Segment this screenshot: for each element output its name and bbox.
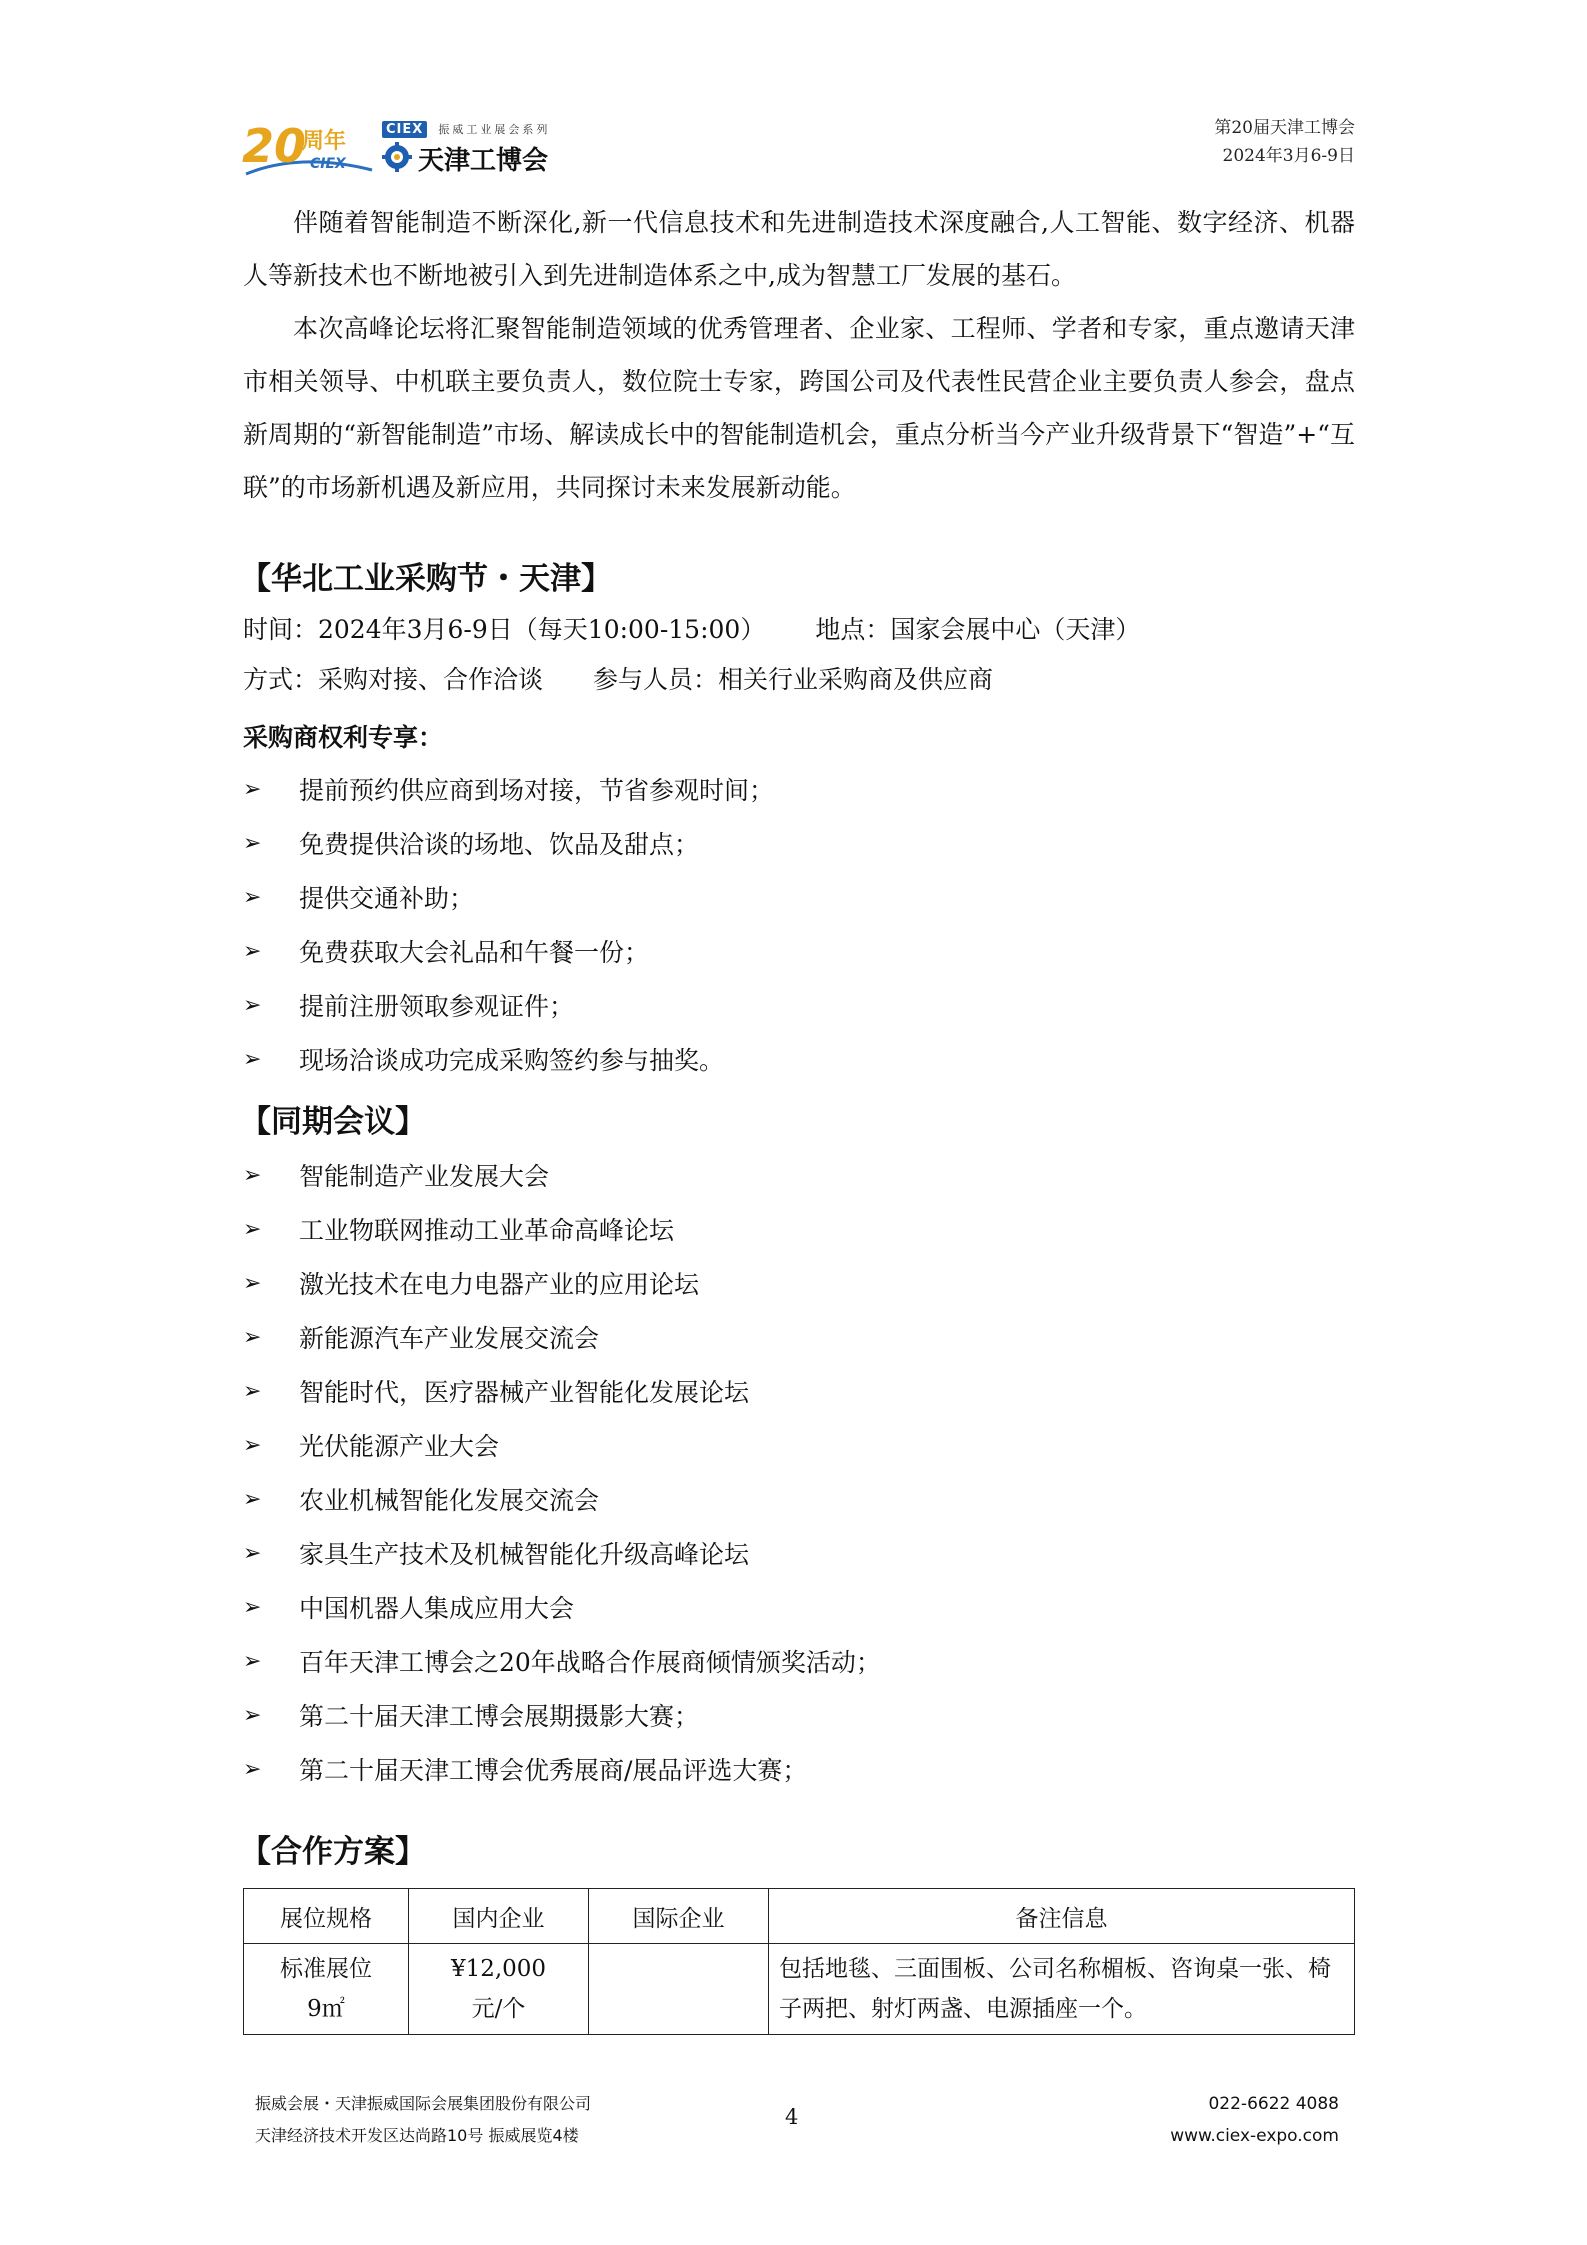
anniversary-logo (240, 112, 375, 184)
rights-list (243, 762, 774, 1086)
footer-company: 振威会展・天津振威国际会展集团股份有限公司 (255, 2094, 592, 2113)
arrow-bullet-icon: ➢ (243, 938, 262, 964)
dates-label: 2024年3月6-9日 (1222, 146, 1355, 166)
arrow-bullet-icon: ➢ (243, 1756, 262, 1782)
anniversary-word: 周年 (302, 129, 347, 154)
procurement-location: 地点：国家会展中心（天津） (815, 615, 1141, 644)
list-item: ➢ 提前预约供应商到场对接，节省参观时间； (243, 776, 775, 805)
arrow-bullet-icon: ➢ (243, 992, 262, 1018)
list-item: ➢ 光伏能源产业大会 (243, 1432, 500, 1461)
anniversary-number: 20 (242, 119, 307, 173)
list-item: ➢ 智能时代，医疗器械产业智能化发展论坛 (243, 1378, 750, 1407)
international-price-cell (589, 1944, 769, 2035)
arrow-bullet-icon: ➢ (243, 1324, 262, 1350)
list-item: ➢ 提前注册领取参观证件； (243, 992, 575, 1021)
rights-title: 采购商权利专享： (243, 723, 444, 752)
meetings-title: 【同期会议】 (240, 1104, 426, 1140)
arrow-bullet-icon: ➢ (243, 1702, 262, 1728)
remark-cell: 包括地毯、三面围板、公司名称楣板、咨询桌一张、椅子两把、射灯两盏、电源插座一个。 (769, 1944, 1355, 2035)
arrow-bullet-icon: ➢ (243, 1270, 262, 1296)
gear-icon (382, 142, 412, 172)
procurement-time: 时间：2024年3月6-9日（每天10:00-15:00） (243, 615, 766, 644)
table-header-row (244, 1889, 1355, 1944)
meetings-list (243, 1148, 881, 1796)
footer-phone: 022-6622 4088 (1208, 2094, 1339, 2114)
arrow-bullet-icon: ➢ (243, 1594, 262, 1620)
arrow-bullet-icon: ➢ (243, 776, 262, 802)
list-item: ➢ 百年天津工博会之20年战略合作展商倾情颁奖活动； (243, 1648, 881, 1677)
procurement-mode: 方式：采购对接、合作洽谈 (243, 665, 544, 694)
footer-address: 天津经济技术开发区达尚路10号 振威展览4楼 (255, 2126, 579, 2145)
procurement-mode-participants (243, 660, 993, 696)
series-label: 振威工业展会系列 (438, 123, 551, 136)
cooperation-title: 【合作方案】 (240, 1834, 426, 1870)
list-item: ➢ 农业机械智能化发展交流会 (243, 1486, 600, 1515)
list-item: ➢ 免费提供洽谈的场地、饮品及甜点； (243, 830, 700, 859)
arrow-bullet-icon: ➢ (243, 1162, 262, 1188)
list-item: ➢ 新能源汽车产业发展交流会 (243, 1324, 600, 1353)
domestic-price-cell: ¥12,000 元/个 (409, 1944, 589, 2035)
fair-name: 天津工博会 (418, 146, 549, 176)
header-logo (240, 112, 570, 186)
page-number: 4 (785, 2105, 799, 2129)
arrow-bullet-icon: ➢ (243, 1432, 262, 1458)
list-item: ➢ 第二十届天津工博会优秀展商/展品评选大赛； (243, 1756, 808, 1785)
arrow-bullet-icon: ➢ (243, 1378, 262, 1404)
arrow-bullet-icon: ➢ (243, 1648, 262, 1674)
arrow-bullet-icon: ➢ (243, 1046, 262, 1072)
arrow-bullet-icon: ➢ (243, 884, 262, 910)
arrow-bullet-icon: ➢ (243, 1216, 262, 1242)
edition-label: 第20届天津工博会 (1214, 118, 1355, 138)
intro-paragraph-2: 本次高峰论坛将汇聚智能制造领域的优秀管理者、企业家、工程师、学者和专家，重点邀请天津市相关领导、中机联主要负责人，数位院士专家，跨国公司及代表性民营企业主要负责人参会，盘点新周期的“新智能制造”市场、解读成长中的智能制造机会，重点分析当今产业升级背景下“智造”+“互联”的市场新机遇及新应用，共同探讨未来发展新动能。 (243, 314, 1355, 502)
header-info (1214, 114, 1355, 170)
footer-website: www.ciex-expo.com (1170, 2126, 1339, 2146)
list-item: ➢ 第二十届天津工博会展期摄影大赛； (243, 1702, 700, 1731)
procurement-participants: 参与人员：相关行业采购商及供应商 (593, 665, 994, 694)
arrow-bullet-icon: ➢ (243, 1486, 262, 1512)
arrow-bullet-icon: ➢ (243, 830, 262, 856)
footer-contact (1170, 2088, 1339, 2152)
list-item: ➢ 智能制造产业发展大会 (243, 1162, 550, 1191)
list-item: ➢ 家具生产技术及机械智能化升级高峰论坛 (243, 1540, 750, 1569)
list-item: ➢ 免费获取大会礼品和午餐一份； (243, 938, 650, 967)
list-item: ➢ 现场洽谈成功完成采购签约参与抽奖。 (243, 1046, 725, 1075)
list-item: ➢ 提供交通补助； (243, 884, 475, 913)
procurement-time-location (243, 610, 1140, 646)
cooperation-table (243, 1888, 1355, 2035)
header-cell: 国内企业 (409, 1889, 589, 1944)
table-row (244, 1944, 1355, 2035)
footer-company-info (255, 2088, 591, 2152)
list-item: ➢ 激光技术在电力电器产业的应用论坛 (243, 1270, 700, 1299)
header-cell: 备注信息 (769, 1889, 1355, 1944)
procurement-title: 【华北工业采购节・天津】 (240, 561, 612, 597)
arrow-bullet-icon: ➢ (243, 1540, 262, 1566)
ciex-brand (382, 118, 550, 138)
list-item: ➢ 中国机器人集成应用大会 (243, 1594, 575, 1623)
header-cell: 展位规格 (244, 1889, 409, 1944)
anniversary-brand: CIEX (310, 156, 346, 172)
ciex-badge: CIEX (382, 121, 427, 138)
spec-cell: 标准展位 9㎡ (244, 1944, 409, 2035)
list-item: ➢ 工业物联网推动工业革命高峰论坛 (243, 1216, 675, 1245)
header-cell: 国际企业 (589, 1889, 769, 1944)
intro-paragraph-1: 伴随着智能制造不断深化,新一代信息技术和先进制造技术深度融合,人工智能、数字经济、机器人等新技术也不断地被引入到先进制造体系之中,成为智慧工厂发展的基石。 (243, 208, 1355, 290)
